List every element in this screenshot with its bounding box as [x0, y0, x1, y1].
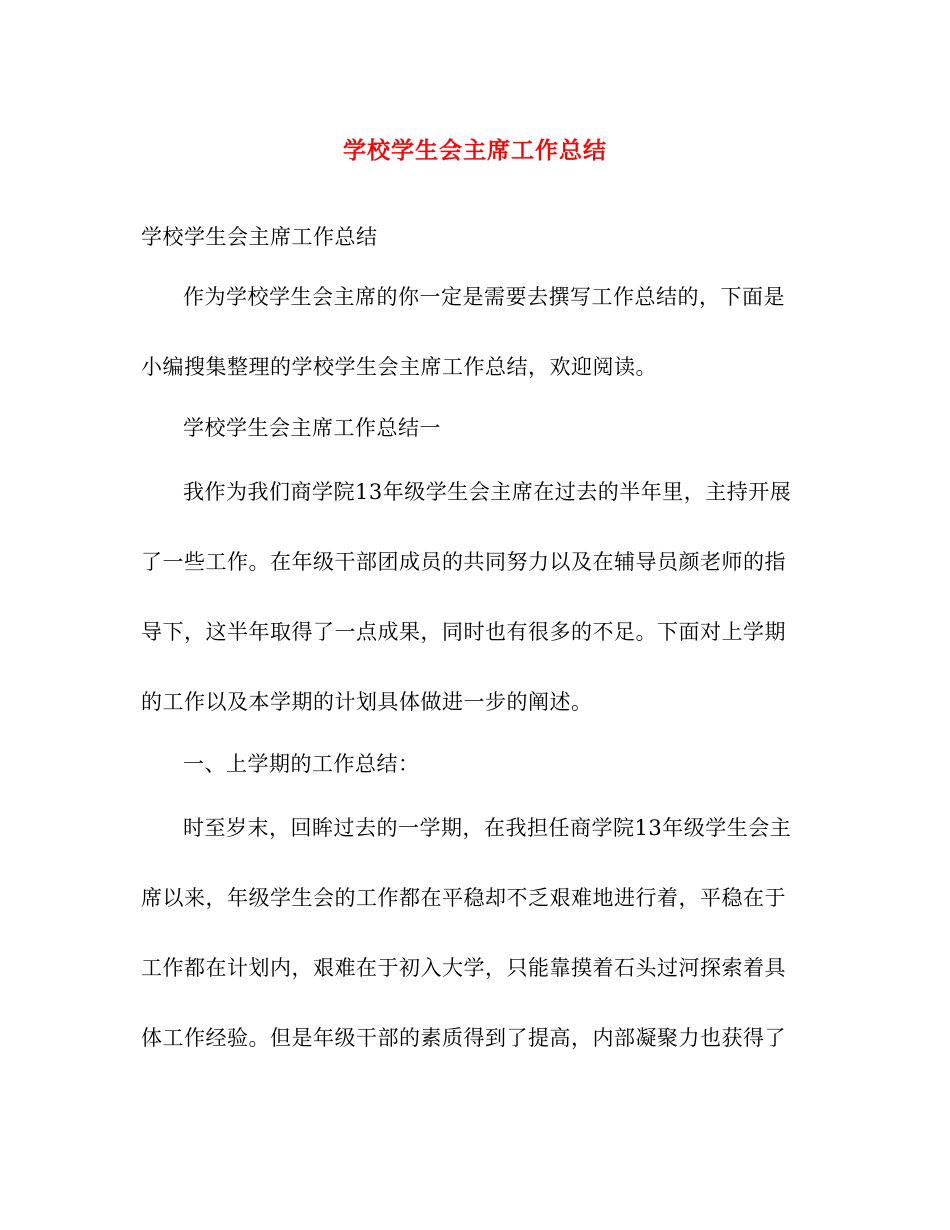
paragraph-line: 小编搜集整理的学校学生会主席工作总结，欢迎阅读。 — [141, 355, 657, 379]
document-subtitle: 学校学生会主席工作总结 — [141, 225, 378, 249]
paragraph-line: 我作为我们商学院13年级学生会主席在过去的半年里，主持开展 — [183, 480, 792, 504]
section-heading: 一、上学期的工作总结： — [183, 752, 420, 776]
paragraph-line: 时至岁末，回眸过去的一学期，在我担任商学院13年级学生会主 — [183, 816, 792, 840]
paragraph-line: 的工作以及本学期的计划具体做进一步的阐述。 — [141, 690, 593, 714]
paragraph-line: 作为学校学生会主席的你一定是需要去撰写工作总结的，下面是 — [183, 285, 785, 309]
paragraph-line: 了一些工作。在年级干部团成员的共同努力以及在辅导员颜老师的指 — [141, 550, 786, 574]
section-heading: 学校学生会主席工作总结一 — [183, 416, 441, 440]
paragraph-line: 体工作经验。但是年级干部的素质得到了提高，内部凝聚力也获得了 — [141, 1026, 786, 1050]
paragraph-line: 席以来，年级学生会的工作都在平稳却不乏艰难地进行着，平稳在于 — [141, 886, 786, 910]
paragraph-line: 导下，这半年取得了一点成果，同时也有很多的不足。下面对上学期 — [141, 620, 786, 644]
paragraph-line: 工作都在计划内，艰难在于初入大学，只能靠摸着石头过河探索着具 — [141, 956, 786, 980]
document-title: 学校学生会主席工作总结 — [343, 137, 607, 164]
